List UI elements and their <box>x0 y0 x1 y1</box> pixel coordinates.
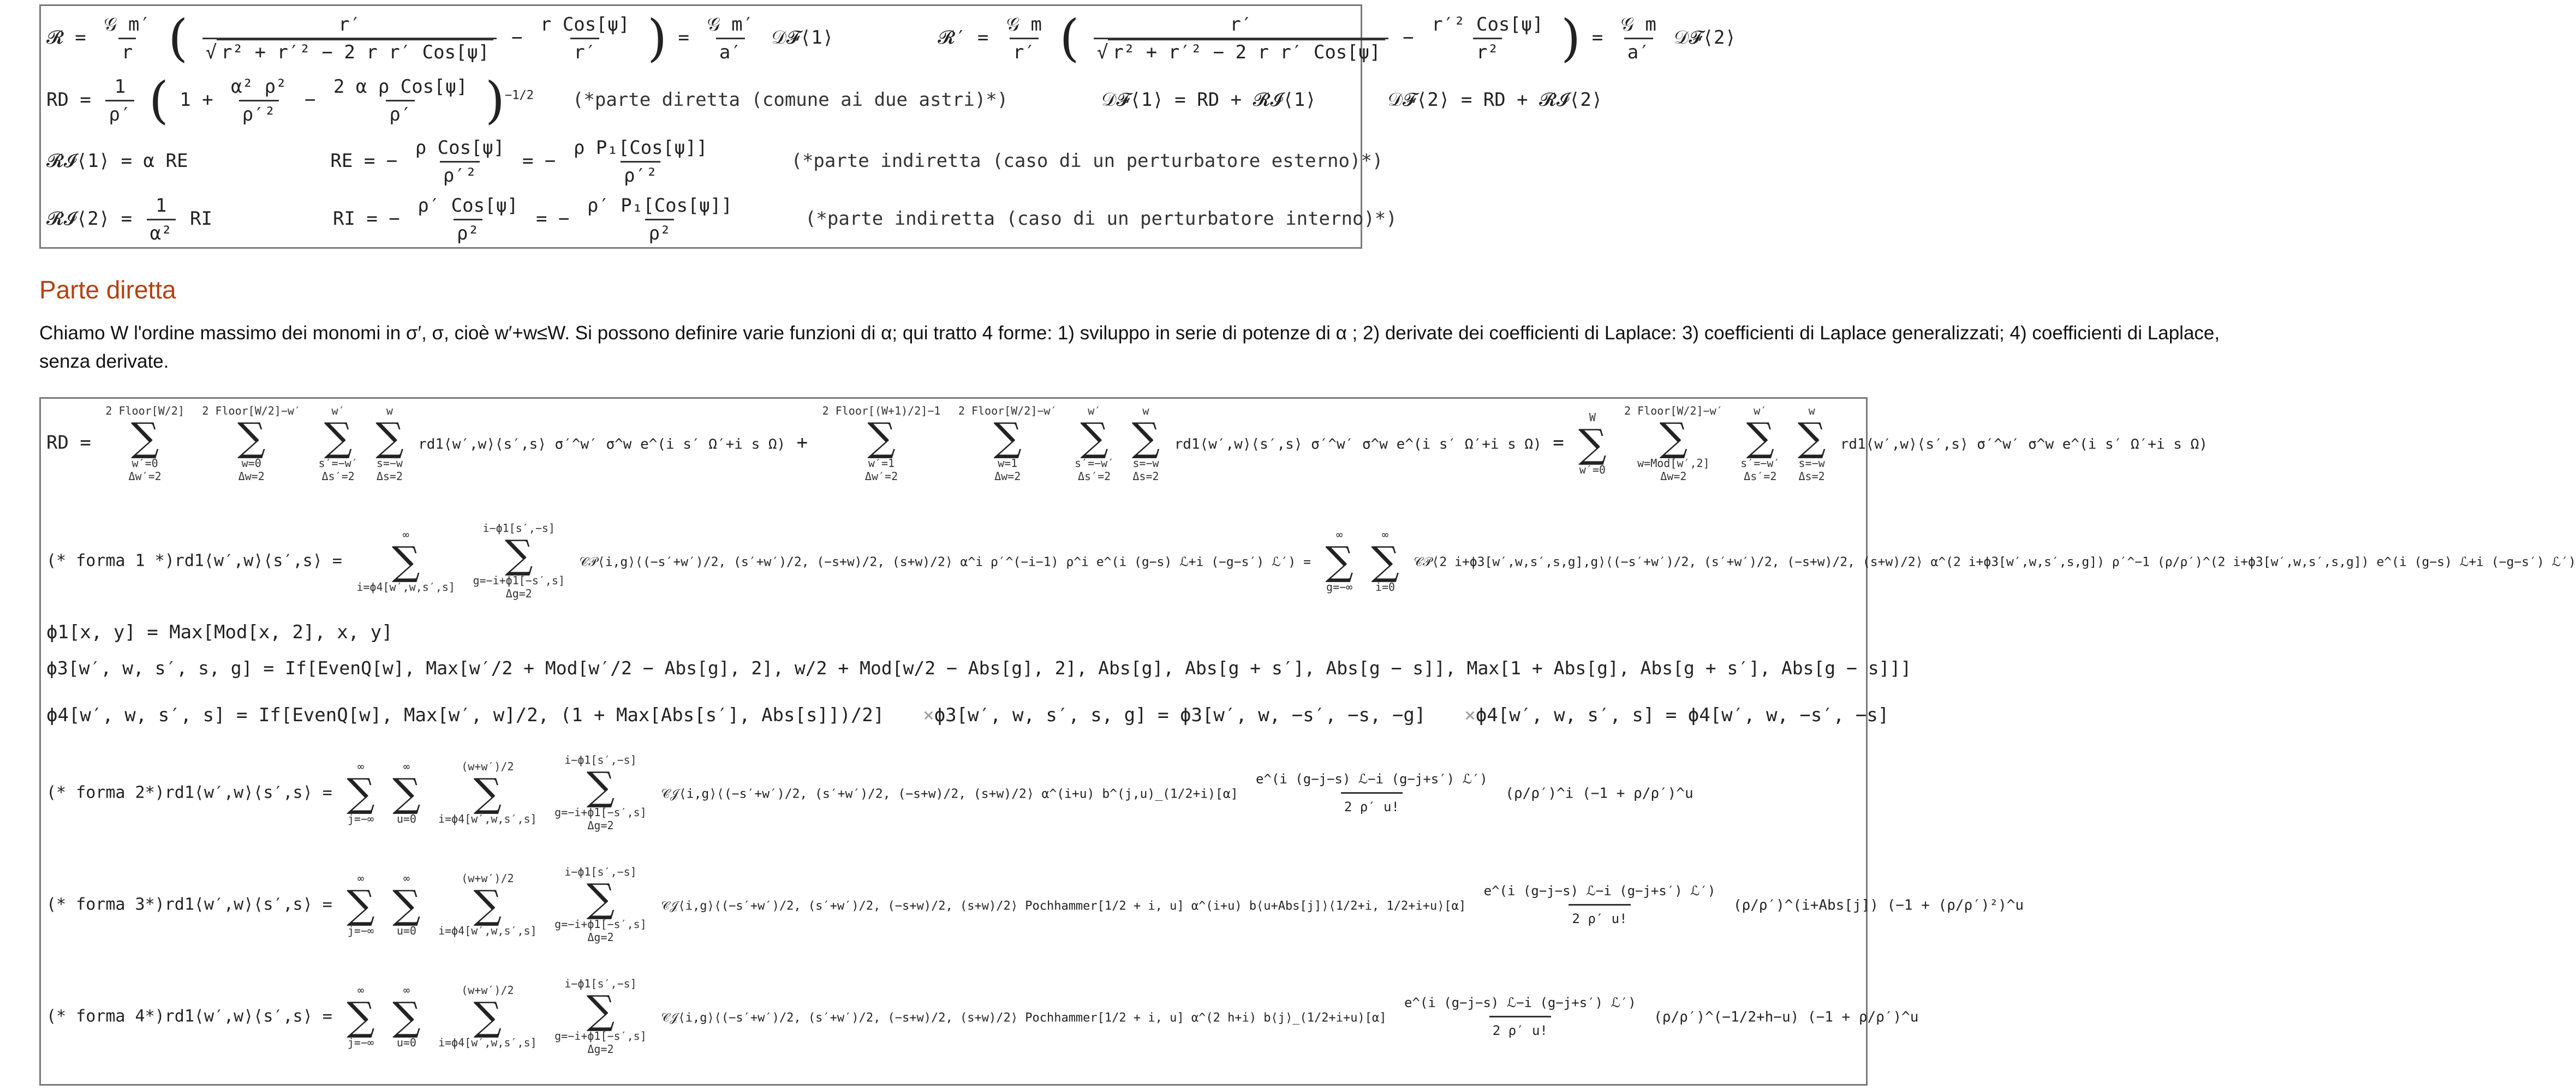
sigma: ∑ <box>1371 538 1399 584</box>
bot: g=−i+ϕ1[−s′,s] <box>554 1029 647 1043</box>
num: r′ <box>1230 14 1253 35</box>
frac-rhocos <box>412 137 508 187</box>
sigma: ∑ <box>1325 538 1353 584</box>
section-paragraph: Chiamo W l'ordine massimo dei monomi in σ′, σ, cioè w′+w≤W. Si possono definire varie funzioni di α; qui tratto 4 forme: 1) sviluppo in serie di potenze di α ; 2) derivate dei coefficienti di Laplace: 3) coefficienti di Laplace generalizzati; 4) coefficienti di Laplace, senza derivate. <box>39 322 2220 372</box>
equals-minus: = − <box>522 150 556 172</box>
formula-line-R <box>46 9 1736 68</box>
frac-1-over-rhoprime <box>105 76 134 125</box>
bot: w′=0 <box>132 457 158 470</box>
paren-close-2: ) <box>1561 9 1581 68</box>
frac-rprime-over-sqrt <box>202 14 497 63</box>
top: ∞ <box>1336 528 1343 541</box>
num: 𝒢 m <box>1006 14 1042 35</box>
top: ∞ <box>357 984 364 997</box>
sigma: ∑ <box>1578 421 1607 466</box>
den: 2 ρ′ u! <box>1569 904 1630 930</box>
bot: w′=1 <box>868 457 895 470</box>
den: ρ′ <box>386 100 415 125</box>
den: ρ′² <box>239 100 279 125</box>
sigma: ∑ <box>1080 414 1108 460</box>
top-formula-cell[interactable] <box>39 4 1736 249</box>
bot: s′=−w′ <box>1740 457 1780 470</box>
tail: (ρ/ρ′)^(−1/2+h−u) (−1 + ρ/ρ′)^u <box>1654 1009 1919 1026</box>
sigma: ∑ <box>130 414 159 460</box>
frac-rprime2cos-over-r2 <box>1428 14 1547 63</box>
num: e^(i (g−j−s) ℒ−i (g−j+s′) ℒ′) <box>1256 771 1488 787</box>
frac-gm-over-rprime <box>1003 14 1045 63</box>
den: r′ <box>570 38 599 63</box>
sqrt-term: r² + r′² − 2 r r′ Cos[ψ] <box>1108 39 1385 64</box>
frac-1-over-alpha2 <box>147 195 176 244</box>
sigma: ∑ <box>586 987 615 1033</box>
sigma: ∑ <box>586 763 615 809</box>
term1: 𝒞𝒫⟨i,g⟩⟨(−s′+w′)/2, (s′+w′)/2, (−s+w)/2, (s+w)/2⟩ α^i ρ′^(−i−1) ρ^i e^(i (g−s) ℒ+i (−g−s′) ℒ′) = <box>579 555 1311 570</box>
sigma: ∑ <box>392 882 421 927</box>
paren-open: ( <box>148 71 169 130</box>
term: 𝒞𝒥⟨i,g⟩⟨(−s′+w′)/2, (s′+w′)/2, (−s+w)/2, (s+w)/2⟩ Pochhammer[1/2 + i, u] α^(i+u) b⟨u+Abs[j]⟩⟨1/2+i, 1/2+i+u⟩[α] <box>661 899 1466 913</box>
lhs-RI2: 𝓡𝓘⟨2⟩ = <box>46 208 133 230</box>
equals: = <box>1553 432 1564 454</box>
top: ∞ <box>403 760 410 773</box>
den: r² <box>1473 38 1502 63</box>
num: r Cos[ψ] <box>540 14 630 35</box>
phi3-def: ϕ3[w′, w, s′, s, g] = If[EvenQ[w], Max[w′/2 + Mod[w′/2 − Abs[g], 2], w/2 + Mod[w/2 − Abs[g], 2], Abs[g], Abs[g + s′], Abs[g − s]], Max[1 + Abs[g], Abs[g + s′], Abs[g − s]]] <box>46 657 1912 679</box>
bot: u=0 <box>396 924 416 937</box>
top: ∞ <box>403 984 410 997</box>
num: 𝒢 m′ <box>104 14 151 35</box>
num: 𝒢 m <box>1620 14 1656 35</box>
sigma: ∑ <box>586 875 615 921</box>
sigma: ∑ <box>347 770 375 816</box>
minus: − <box>511 27 534 49</box>
bot: g=−i+ϕ1[−s′,s] <box>473 574 565 587</box>
sum-i <box>356 528 455 594</box>
term: 𝒞𝒥⟨i,g⟩⟨(−s′+w′)/2, (s′+w′)/2, (−s+w)/2, (s+w)/2⟩ α^(i+u) b^(j,u)_(1/2+i)[α] <box>661 787 1238 801</box>
phi4-sym: ϕ4[w′, w, s′, s] = ϕ4[w′, w, −s′, −s] <box>1475 704 1889 726</box>
sigma: ∑ <box>347 993 375 1039</box>
section-title: Parte diretta <box>39 276 176 304</box>
den: √ r² + r′² − 2 r r′ Cos[ψ] <box>202 38 497 63</box>
top: i−ϕ1[s′,−s] <box>564 977 637 990</box>
step: Δw=2 <box>238 470 265 483</box>
sum-sprime-2 <box>1075 404 1114 483</box>
sum-g <box>473 522 565 600</box>
step: Δs′=2 <box>1078 470 1111 483</box>
exp-frac <box>1401 992 1639 1041</box>
bot: i=ϕ4[w′,w,s′,s] <box>438 924 537 937</box>
sum-s <box>375 404 403 483</box>
paren-close: ) <box>647 9 667 68</box>
step: Δg=2 <box>587 1043 614 1056</box>
step: Δs=2 <box>1132 470 1159 483</box>
frac-rhoprimeP1 <box>584 195 736 244</box>
equals-minus: = − <box>535 208 570 230</box>
bot: g=−i+ϕ1[−s′,s] <box>554 806 647 819</box>
num: ρ′ P₁[Cos[ψ]] <box>587 195 732 217</box>
den: a′ <box>716 38 745 63</box>
comment-parte-diretta: (*parte diretta (comune ai due astri)*) <box>572 89 1009 111</box>
top: w′ <box>331 404 345 417</box>
bot: i=ϕ4[w′,w,s′,s] <box>356 580 455 594</box>
bot: s′=−w′ <box>318 457 358 470</box>
step: Δw′=2 <box>864 470 898 483</box>
sum-g <box>554 865 647 944</box>
formula-line-RD <box>46 71 1603 130</box>
sum-i <box>438 760 537 825</box>
den: ρ′ <box>105 100 134 125</box>
RI-def: RI = − <box>332 208 400 230</box>
formula-line-forma2 <box>46 753 1694 832</box>
sigma: ∑ <box>392 770 421 816</box>
sum-j <box>347 872 374 937</box>
DF2-def: 𝒟𝓕⟨2⟩ = RD + 𝓡𝓘⟨2⟩ <box>1387 89 1603 111</box>
step: Δw=2 <box>994 470 1021 483</box>
frac-rhoP1 <box>570 137 711 187</box>
step: Δs′=2 <box>321 470 355 483</box>
phi4-line <box>46 704 1889 726</box>
bot: s=−w <box>1132 457 1159 470</box>
sum-i <box>438 872 537 937</box>
step: Δs=2 <box>1798 470 1825 483</box>
minus-2: − <box>1403 27 1426 49</box>
top: ∞ <box>1381 528 1389 541</box>
main-formula-cell[interactable] <box>39 397 2576 1086</box>
sum-i <box>438 984 537 1049</box>
sum-j <box>347 984 374 1049</box>
top: 2 Floor[(W+1)/2]−1 <box>822 404 941 417</box>
step: Δw=2 <box>1660 470 1687 483</box>
phi4-def: ϕ4[w′, w, s′, s] = If[EvenQ[w], Max[w′, w]/2, (1 + Max[Abs[s′], Abs[s]])/2] <box>46 704 885 726</box>
step: Δg=2 <box>587 931 614 944</box>
DF2: 𝒟𝓕⟨2⟩ <box>1674 27 1736 49</box>
sigma: ∑ <box>375 414 404 460</box>
lhs-Rprime: 𝓡′ = <box>938 27 989 49</box>
den: 2 ρ′ u! <box>1489 1016 1551 1041</box>
formula-line-forma4 <box>46 977 1918 1056</box>
term: 𝒞𝒥⟨i,g⟩⟨(−s′+w′)/2, (s′+w′)/2, (−s+w)/2, (s+w)/2⟩ Pochhammer[1/2 + i, u] α^(2 h+i) b⟨j⟩_(1/2+i+u)[α] <box>661 1011 1387 1025</box>
bot: j=−∞ <box>347 1036 374 1049</box>
top: (w+w′)/2 <box>461 760 514 773</box>
label: (* forma 4*)rd1⟨w′,w⟩⟨s′,s⟩ = <box>46 1007 332 1026</box>
formula-line-RI2 <box>46 195 1397 244</box>
bot: g=−∞ <box>1326 580 1353 594</box>
den: 2 ρ′ u! <box>1341 792 1403 818</box>
num: 1 <box>114 76 126 98</box>
sigma: ∑ <box>1746 414 1774 460</box>
sigma: ∑ <box>1797 414 1826 460</box>
sum-sprime-3 <box>1740 404 1780 483</box>
top: i−ϕ1[s′,−s] <box>564 865 637 878</box>
top: w <box>1142 404 1149 417</box>
step: Δg=2 <box>587 819 614 832</box>
formula-line-RI1 <box>46 137 1383 187</box>
frac-gm-over-aprime <box>1618 14 1660 63</box>
sigma: ∑ <box>473 882 502 927</box>
sum-u <box>392 760 420 825</box>
formula-line-forma1 <box>46 522 2576 600</box>
tail: (ρ/ρ′)^i (−1 + ρ/ρ′)^u <box>1505 785 1694 802</box>
bot: i=0 <box>1375 580 1396 594</box>
frac-rprime-over-sqrt-2 <box>1094 14 1388 63</box>
sum-g-inf <box>1325 528 1353 594</box>
step: Δw′=2 <box>128 470 162 483</box>
sigma: ∑ <box>347 882 375 927</box>
DF1: 𝒟𝓕⟨1⟩ <box>771 27 834 49</box>
term2: 𝒞𝒫⟨2 i+ϕ3[w′,w,s′,s,g],g⟩⟨(−s′+w′)/2, (s′+w′)/2, (−s+w)/2, (s+w)/2⟩ α^(2 i+ϕ3[w′,w,s′,s,g]) ρ′^−1 (ρ/ρ′)^(2 i+ϕ3[w′,w,s′,s,g]) e^(i (g−s) ℒ+i (−g−s′) ℒ′) <box>1414 555 2576 570</box>
den: r′ <box>1010 38 1039 63</box>
sum-wprime <box>105 404 184 483</box>
tail: (ρ/ρ′)^(i+Abs[j]) (−1 + (ρ/ρ′)²)^u <box>1733 897 2024 914</box>
DF1-def: 𝒟𝓕⟨1⟩ = RD + 𝓡𝓘⟨1⟩ <box>1101 89 1316 111</box>
one-plus: 1 + <box>180 89 213 111</box>
sum-u <box>392 984 420 1049</box>
rd1-term-3: rd1⟨w′,w⟩⟨s′,s⟩ σ′^w′ σ^w e^(i s′ Ω′+i s Ω) <box>1840 436 2208 453</box>
paren-open-2: ( <box>1059 9 1080 68</box>
sum-j <box>347 760 374 825</box>
phi3-sym: ϕ3[w′, w, s′, s, g] = ϕ3[w′, w, −s′, −s, −g] <box>934 704 1426 726</box>
top: i−ϕ1[s′,−s] <box>482 522 555 535</box>
num: 𝒢 m′ <box>707 14 754 35</box>
num: e^(i (g−j−s) ℒ−i (g−j+s′) ℒ′) <box>1483 883 1716 899</box>
formula-line-RD-sum <box>46 404 2208 483</box>
bot: w=Mod[w′,2] <box>1637 457 1710 470</box>
den: ρ′² <box>440 161 480 187</box>
lhs-RD: RD = <box>46 89 91 111</box>
bot: s=−w <box>1798 457 1825 470</box>
top: 2 Floor[W/2] <box>105 404 184 417</box>
bot: u=0 <box>396 812 416 825</box>
top: ∞ <box>357 872 364 885</box>
sum-s-2 <box>1132 404 1160 483</box>
times-icon: × <box>923 704 934 726</box>
minus: − <box>304 89 316 111</box>
den: ρ² <box>645 219 674 244</box>
num: α² ρ² <box>231 76 287 98</box>
top: i−ϕ1[s′,−s] <box>564 753 637 766</box>
equals: = <box>678 27 690 49</box>
sum-wprime-all <box>1578 411 1606 476</box>
bot: i=ϕ4[w′,w,s′,s] <box>438 812 537 825</box>
den: a′ <box>1624 38 1653 63</box>
den: ρ² <box>454 219 482 244</box>
top: w′ <box>1088 404 1101 417</box>
top: ∞ <box>402 528 409 541</box>
bot: w=0 <box>241 457 261 470</box>
sigma: ∑ <box>473 993 502 1039</box>
RE-def: RE = − <box>330 150 398 172</box>
frac-rcos-over-rprime <box>537 14 633 63</box>
frac-gm-over-a <box>704 14 758 63</box>
equals-2: = <box>1591 27 1603 49</box>
num: 1 <box>155 195 167 217</box>
den: ρ′² <box>621 161 660 187</box>
step: Δg=2 <box>505 587 532 600</box>
sigma: ∑ <box>473 770 502 816</box>
den: r <box>118 38 136 63</box>
sigma: ∑ <box>1659 414 1688 460</box>
bot: g=−i+ϕ1[−s′,s] <box>554 918 647 931</box>
bot: w′=0 <box>1579 463 1606 476</box>
label: (* forma 3*)rd1⟨w′,w⟩⟨s′,s⟩ = <box>46 895 332 914</box>
rd1-term: rd1⟨w′,w⟩⟨s′,s⟩ σ′^w′ σ^w e^(i s′ Ω′+i s Ω) <box>418 436 786 453</box>
num: 2 α ρ Cos[ψ] <box>333 76 468 98</box>
frac-alpha2rho2 <box>228 76 290 125</box>
sum-g <box>554 753 647 832</box>
frac-2alpharhocos <box>330 76 471 125</box>
comment-interno: (*parte indiretta (caso di un perturbatore interno)*) <box>804 208 1397 230</box>
sum-u <box>392 872 420 937</box>
bot: w=1 <box>998 457 1018 470</box>
exp-frac <box>1253 768 1491 818</box>
bot: u=0 <box>396 1036 416 1049</box>
bot: i=ϕ4[w′,w,s′,s] <box>438 1036 537 1049</box>
exp-frac <box>1481 880 1719 930</box>
sum-i-0 <box>1371 528 1399 594</box>
top: ∞ <box>403 872 410 885</box>
top: w′ <box>1754 404 1767 417</box>
sigma: ∑ <box>237 414 266 460</box>
sum-wprime-odd <box>822 404 941 483</box>
sum-w-mod <box>1624 404 1723 483</box>
top: (w+w′)/2 <box>461 872 514 885</box>
bot: s′=−w′ <box>1074 457 1114 470</box>
sum-w-odd <box>958 404 1057 483</box>
lhs-RI1: 𝓡𝓘⟨1⟩ = α RE <box>46 150 188 172</box>
formula-line-forma3 <box>46 865 2024 944</box>
bot: j=−∞ <box>347 812 374 825</box>
num: e^(i (g−j−s) ℒ−i (g−j+s′) ℒ′) <box>1404 995 1636 1010</box>
num: r′ <box>338 14 361 35</box>
label: (* forma 1 *)rd1⟨w′,w⟩⟨s′,s⟩ = <box>46 551 342 571</box>
bot: s=−w <box>376 457 403 470</box>
sigma: ∑ <box>505 531 533 577</box>
bot: j=−∞ <box>347 924 374 937</box>
frac-rhoprimecos <box>414 195 521 244</box>
rd1-term-2: rd1⟨w′,w⟩⟨s′,s⟩ σ′^w′ σ^w e^(i s′ Ω′+i s Ω) <box>1174 436 1542 453</box>
sigma: ∑ <box>391 538 420 584</box>
step: Δs′=2 <box>1744 470 1777 483</box>
sigma: ∑ <box>867 414 896 460</box>
num: ρ′ Cos[ψ] <box>418 195 518 217</box>
top: 2 Floor[W/2]−w′ <box>958 404 1057 417</box>
sum-s-3 <box>1798 404 1826 483</box>
top: 2 Floor[W/2]−w′ <box>202 404 301 417</box>
sum-g <box>554 977 647 1056</box>
sum-w <box>202 404 301 483</box>
den: α² <box>147 219 176 244</box>
frac-gm-over-r <box>100 14 154 63</box>
top: w <box>1808 404 1815 417</box>
sigma: ∑ <box>1131 414 1160 460</box>
num: ρ P₁[Cos[ψ]] <box>573 137 708 159</box>
num: ρ Cos[ψ] <box>415 137 505 159</box>
times-icon: × <box>1464 704 1476 726</box>
lhs-R: 𝓡 = <box>46 27 86 49</box>
sqrt-term: r² + r′² − 2 r r′ Cos[ψ] <box>217 39 493 64</box>
step: Δs=2 <box>376 470 403 483</box>
paren-close: ) <box>485 71 505 130</box>
sum-sprime <box>318 404 357 483</box>
top: w <box>386 404 393 417</box>
sigma: ∑ <box>392 993 421 1039</box>
comment-esterno: (*parte indiretta (caso di un perturbatore esterno)*) <box>791 150 1384 172</box>
label: (* forma 2*)rd1⟨w′,w⟩⟨s′,s⟩ = <box>46 783 332 802</box>
top: W <box>1589 411 1596 424</box>
phi1-def: ϕ1[x, y] = Max[Mod[x, 2], x, y] <box>46 621 393 643</box>
exponent: −1/2 <box>504 88 534 103</box>
top: (w+w′)/2 <box>461 984 514 997</box>
top: ∞ <box>357 760 364 773</box>
sigma: ∑ <box>993 414 1022 460</box>
num: r′² Cos[ψ] <box>1432 14 1543 35</box>
sigma: ∑ <box>324 414 353 460</box>
plus: + <box>796 432 808 454</box>
lhs: RD = <box>46 432 91 454</box>
top: 2 Floor[W/2]−w′ <box>1624 404 1723 417</box>
paren-open: ( <box>168 9 188 68</box>
RI: RI <box>190 208 212 230</box>
den: √ r² + r′² − 2 r r′ Cos[ψ] <box>1094 38 1388 63</box>
